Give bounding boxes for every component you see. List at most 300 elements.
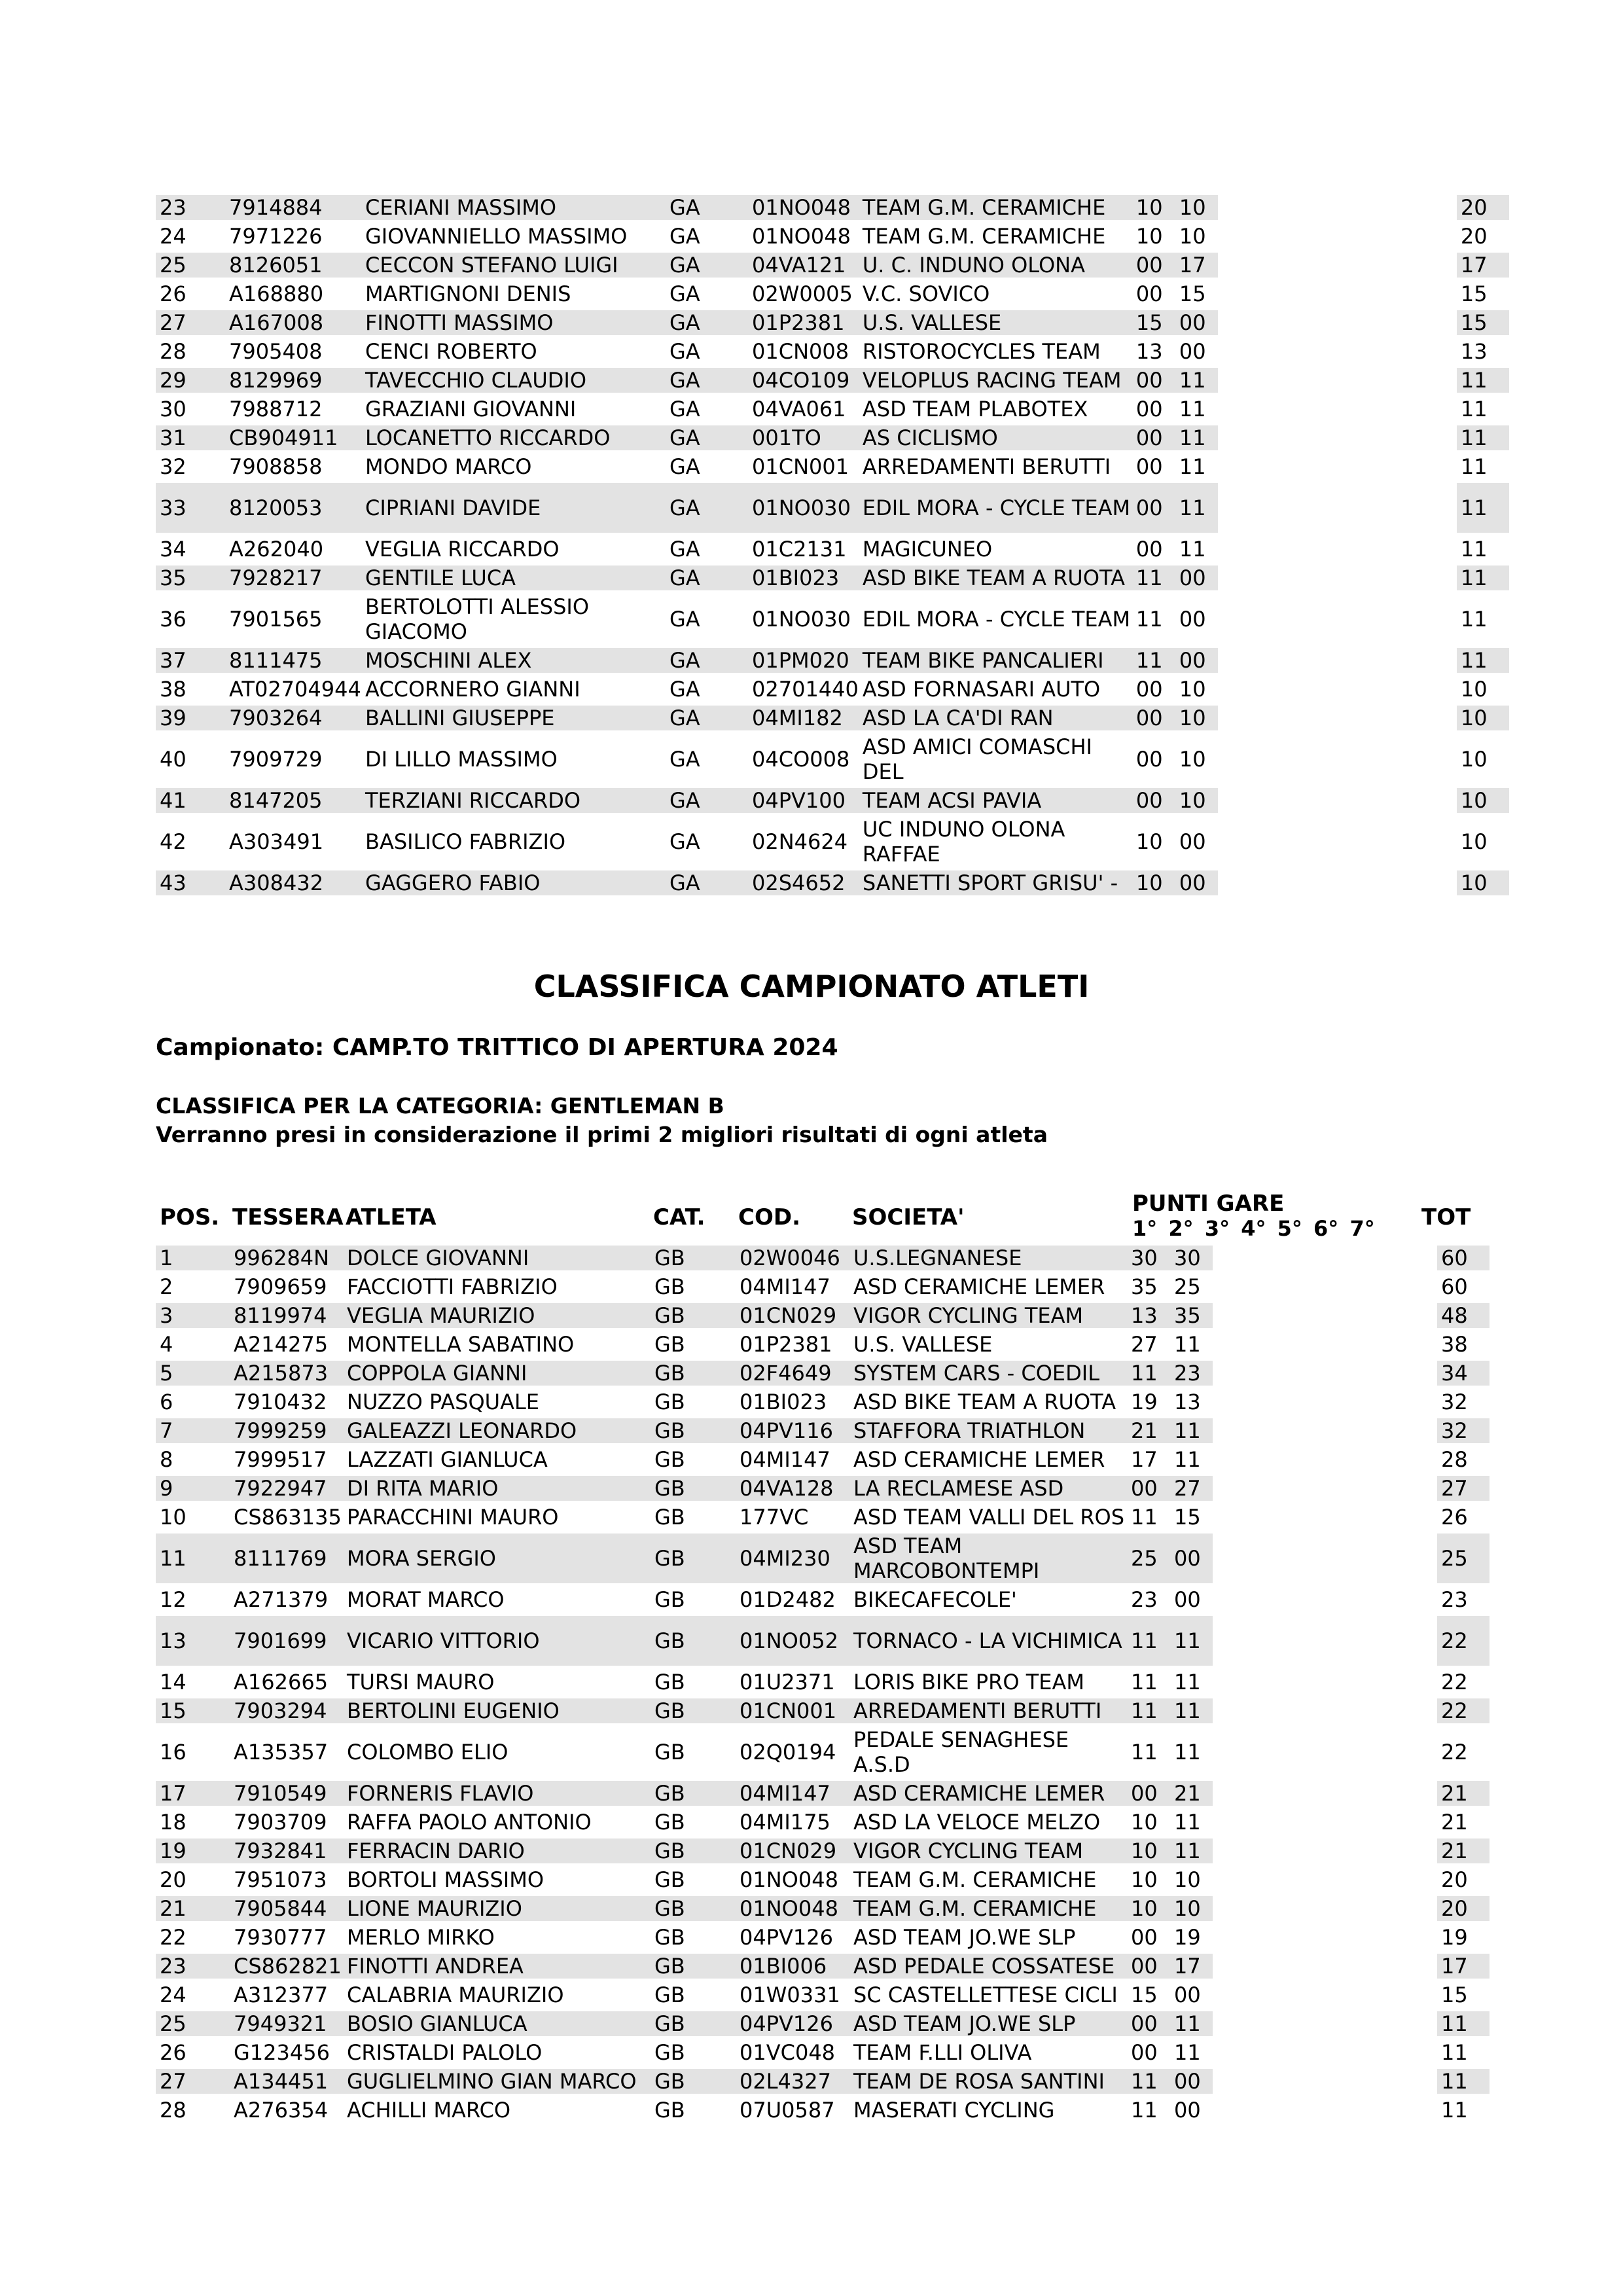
cell-tot: 21 xyxy=(1437,1781,1489,1810)
cell-atleta: GAGGERO FABIO xyxy=(361,870,666,899)
cell-tot: 15 xyxy=(1437,1982,1489,2011)
cell-cat: GB xyxy=(651,1727,736,1781)
cell-tot: 11 xyxy=(1437,2040,1489,2069)
cell-gap xyxy=(1213,1447,1437,1476)
cell-p1: 10 xyxy=(1132,195,1175,224)
cell-cat: GA xyxy=(666,195,748,224)
cell-cat: GB xyxy=(651,1982,736,2011)
cell-pos: 22 xyxy=(156,1925,230,1954)
cell-societa: AS CICLISMO xyxy=(859,425,1132,454)
cell-atleta: DI RITA MARIO xyxy=(343,1476,651,1505)
cell-gap xyxy=(1218,788,1457,817)
cell-tot: 11 xyxy=(1457,425,1509,454)
table-row xyxy=(156,537,1509,565)
table-row xyxy=(156,253,1509,281)
cell-cat: GA xyxy=(666,677,748,706)
cell-cat: GB xyxy=(651,1867,736,1896)
table-row xyxy=(156,339,1509,368)
table-row xyxy=(156,1781,1489,1810)
cell-p2: 23 xyxy=(1170,1361,1213,1390)
header-pos: POS. xyxy=(160,1204,220,1230)
table-row xyxy=(156,788,1509,817)
cell-gap xyxy=(1218,310,1457,339)
cell-tot: 27 xyxy=(1437,1476,1489,1505)
cell-societa: TEAM G.M. CERAMICHE xyxy=(859,224,1132,253)
cell-pos: 28 xyxy=(156,2098,230,2126)
cell-pos: 7 xyxy=(156,1418,230,1447)
cell-p1: 00 xyxy=(1132,734,1175,788)
cell-pos: 34 xyxy=(156,537,225,565)
cell-tot: 10 xyxy=(1457,788,1509,817)
cell-societa: ASD FORNASARI AUTO xyxy=(859,677,1132,706)
cell-tot: 20 xyxy=(1457,224,1509,253)
cell-tessera: 996284N xyxy=(230,1246,343,1274)
cell-pos: 19 xyxy=(156,1839,230,1867)
cell-p2: 10 xyxy=(1175,734,1218,788)
cell-p2: 11 xyxy=(1170,1332,1213,1361)
cell-tot: 11 xyxy=(1437,2098,1489,2126)
cell-cod: 02S4652 xyxy=(748,870,859,899)
header-punti-gare: PUNTI GARE xyxy=(1132,1191,1285,1217)
cell-societa: LORIS BIKE PRO TEAM xyxy=(849,1670,1127,1698)
cell-societa: TEAM F.LLI OLIVA xyxy=(849,2040,1127,2069)
cell-societa: VIGOR CYCLING TEAM xyxy=(849,1303,1127,1332)
cell-cod: 04MI147 xyxy=(736,1781,849,1810)
cell-p2: 00 xyxy=(1170,1982,1213,2011)
cell-tot: 60 xyxy=(1437,1274,1489,1303)
cell-atleta: GIOVANNIELLO MASSIMO xyxy=(361,224,666,253)
cell-atleta: TERZIANI RICCARDO xyxy=(361,788,666,817)
cell-p1: 10 xyxy=(1127,1810,1170,1839)
cell-p2: 10 xyxy=(1175,677,1218,706)
cell-gap xyxy=(1218,397,1457,425)
cell-p2: 11 xyxy=(1175,425,1218,454)
cell-p1: 00 xyxy=(1127,1781,1170,1810)
cell-tessera: A303491 xyxy=(225,817,361,870)
cell-p2: 11 xyxy=(1170,1670,1213,1698)
cell-tot: 32 xyxy=(1437,1390,1489,1418)
cell-gap xyxy=(1213,1274,1437,1303)
cell-cod: 177VC xyxy=(736,1505,849,1534)
cell-p1: 10 xyxy=(1127,1839,1170,1867)
cell-atleta: MONDO MARCO xyxy=(361,454,666,483)
cell-cod: 01D2482 xyxy=(736,1587,849,1616)
cell-societa: TEAM DE ROSA SANTINI xyxy=(849,2069,1127,2098)
table-row xyxy=(156,2011,1489,2040)
cell-p2: 15 xyxy=(1175,281,1218,310)
cell-pos: 4 xyxy=(156,1332,230,1361)
table-row xyxy=(156,1447,1489,1476)
cell-tot: 22 xyxy=(1437,1616,1489,1670)
cell-tot: 48 xyxy=(1437,1303,1489,1332)
cell-gap xyxy=(1213,1587,1437,1616)
cell-gap xyxy=(1218,454,1457,483)
cell-tessera: 7903709 xyxy=(230,1810,343,1839)
cell-tessera: 7971226 xyxy=(225,224,361,253)
cell-pos: 41 xyxy=(156,788,225,817)
table-row xyxy=(156,2040,1489,2069)
cell-p2: 11 xyxy=(1170,1447,1213,1476)
cell-pos: 20 xyxy=(156,1867,230,1896)
cell-p2: 00 xyxy=(1170,2069,1213,2098)
cell-societa: ASD TEAM MARCOBONTEMPI xyxy=(849,1534,1127,1587)
cell-p1: 11 xyxy=(1127,1698,1170,1727)
cell-tessera: A162665 xyxy=(230,1670,343,1698)
cell-cod: 01C2131 xyxy=(748,537,859,565)
cell-pos: 42 xyxy=(156,817,225,870)
cell-tessera: 7932841 xyxy=(230,1839,343,1867)
cell-atleta: VICARIO VITTORIO xyxy=(343,1616,651,1670)
cell-cod: 04MI175 xyxy=(736,1810,849,1839)
table-row xyxy=(156,1246,1489,1274)
cell-atleta: ACCORNERO GIANNI xyxy=(361,677,666,706)
cell-tessera: A135357 xyxy=(230,1727,343,1781)
cell-tot: 23 xyxy=(1437,1587,1489,1616)
cell-pos: 21 xyxy=(156,1896,230,1925)
cell-cod: 04CO109 xyxy=(748,368,859,397)
cell-tessera: A276354 xyxy=(230,2098,343,2126)
cell-p1: 00 xyxy=(1132,706,1175,734)
cell-atleta: LIONE MAURIZIO xyxy=(343,1896,651,1925)
cell-p1: 15 xyxy=(1127,1982,1170,2011)
cell-cat: GA xyxy=(666,706,748,734)
cell-pos: 16 xyxy=(156,1727,230,1781)
cell-cod: 02W0046 xyxy=(736,1246,849,1274)
cell-pos: 26 xyxy=(156,2040,230,2069)
cell-cod: 01W0331 xyxy=(736,1982,849,2011)
cell-p1: 25 xyxy=(1127,1534,1170,1587)
cell-gap xyxy=(1213,1303,1437,1332)
cell-tessera: CB904911 xyxy=(225,425,361,454)
cell-cat: GA xyxy=(666,454,748,483)
table-row xyxy=(156,1698,1489,1727)
cell-p2: 15 xyxy=(1170,1505,1213,1534)
cell-p2: 00 xyxy=(1170,1534,1213,1587)
cell-cod: 04PV116 xyxy=(736,1418,849,1447)
cell-p1: 11 xyxy=(1132,594,1175,648)
cell-societa: UC INDUNO OLONA RAFFAE xyxy=(859,817,1132,870)
cell-p2: 11 xyxy=(1170,2040,1213,2069)
cell-p2: 00 xyxy=(1175,339,1218,368)
cell-tessera: A214275 xyxy=(230,1332,343,1361)
cell-pos: 27 xyxy=(156,310,225,339)
cell-societa: VELOPLUS RACING TEAM xyxy=(859,368,1132,397)
cell-tot: 34 xyxy=(1437,1361,1489,1390)
table-row xyxy=(156,1839,1489,1867)
section-title: CLASSIFICA CAMPIONATO ATLETI xyxy=(533,969,1090,1004)
cell-tot: 11 xyxy=(1437,2069,1489,2098)
cell-cat: GA xyxy=(666,425,748,454)
cell-societa: ASD CERAMICHE LEMER xyxy=(849,1447,1127,1476)
cell-cod: 01NO048 xyxy=(736,1867,849,1896)
cell-p2: 30 xyxy=(1170,1246,1213,1274)
table-row xyxy=(156,1896,1489,1925)
cell-societa: EDIL MORA - CYCLE TEAM xyxy=(859,483,1132,537)
cell-gap xyxy=(1218,870,1457,899)
header-tot: TOT xyxy=(1421,1204,1471,1230)
cell-tessera: 7951073 xyxy=(230,1867,343,1896)
cell-gap xyxy=(1213,1332,1437,1361)
cell-cod: 01CN029 xyxy=(736,1303,849,1332)
cell-cat: GB xyxy=(651,1810,736,1839)
cell-p1: 00 xyxy=(1132,397,1175,425)
nota-label: Verranno presi in considerazione il primi 2 migliori risultati di ogni atleta xyxy=(156,1122,1048,1147)
cell-cat: GB xyxy=(651,1587,736,1616)
cell-cod: 01CN008 xyxy=(748,339,859,368)
cell-societa: ASD BIKE TEAM A RUOTA xyxy=(859,565,1132,594)
cell-p1: 00 xyxy=(1132,425,1175,454)
cell-p2: 35 xyxy=(1170,1303,1213,1332)
cell-gap xyxy=(1218,224,1457,253)
cell-p2: 17 xyxy=(1170,1954,1213,1982)
table-row xyxy=(156,648,1509,677)
header-tessera: TESSERA xyxy=(232,1204,344,1230)
cell-tot: 11 xyxy=(1457,537,1509,565)
table-row xyxy=(156,817,1509,870)
cell-p2: 11 xyxy=(1170,1839,1213,1867)
cell-tessera: CS862821 xyxy=(230,1954,343,1982)
cell-tessera: 7928217 xyxy=(225,565,361,594)
cell-p1: 11 xyxy=(1127,1670,1170,1698)
cell-p1: 00 xyxy=(1127,1954,1170,1982)
table-row xyxy=(156,281,1509,310)
cell-societa: TEAM G.M. CERAMICHE xyxy=(849,1896,1127,1925)
cell-tessera: 8119974 xyxy=(230,1303,343,1332)
cell-p2: 11 xyxy=(1175,454,1218,483)
cell-pos: 23 xyxy=(156,1954,230,1982)
cell-atleta: CENCI ROBERTO xyxy=(361,339,666,368)
cell-cat: GB xyxy=(651,1954,736,1982)
cell-p1: 00 xyxy=(1132,454,1175,483)
cell-p2: 00 xyxy=(1175,594,1218,648)
cell-p2: 13 xyxy=(1170,1390,1213,1418)
cell-cod: 01CN029 xyxy=(736,1839,849,1867)
cell-atleta: CECCON STEFANO LUIGI xyxy=(361,253,666,281)
cell-gap xyxy=(1213,1810,1437,1839)
cell-tessera: 7901699 xyxy=(230,1616,343,1670)
cell-cat: GB xyxy=(651,1698,736,1727)
cell-cat: GA xyxy=(666,483,748,537)
cell-p1: 00 xyxy=(1132,368,1175,397)
cell-p1: 00 xyxy=(1132,537,1175,565)
cell-atleta: FACCIOTTI FABRIZIO xyxy=(343,1274,651,1303)
cell-gap xyxy=(1213,1954,1437,1982)
cell-pos: 32 xyxy=(156,454,225,483)
cell-p1: 35 xyxy=(1127,1274,1170,1303)
cell-tot: 10 xyxy=(1457,734,1509,788)
cell-tessera: 8111475 xyxy=(225,648,361,677)
cell-cod: 01P2381 xyxy=(748,310,859,339)
cell-atleta: GRAZIANI GIOVANNI xyxy=(361,397,666,425)
cell-gap xyxy=(1213,1867,1437,1896)
cell-atleta: BALLINI GIUSEPPE xyxy=(361,706,666,734)
cell-gap xyxy=(1218,281,1457,310)
cell-gap xyxy=(1218,817,1457,870)
cell-tessera: 7922947 xyxy=(230,1476,343,1505)
cell-p2: 11 xyxy=(1170,1810,1213,1839)
cell-p1: 21 xyxy=(1127,1418,1170,1447)
cell-cod: 01NO048 xyxy=(748,195,859,224)
table-row xyxy=(156,310,1509,339)
cell-p1: 11 xyxy=(1127,1616,1170,1670)
table-row xyxy=(156,677,1509,706)
ranking-table-gb xyxy=(156,1246,1489,2126)
cell-atleta: COLOMBO ELIO xyxy=(343,1727,651,1781)
cell-p1: 00 xyxy=(1132,788,1175,817)
cell-p1: 30 xyxy=(1127,1246,1170,1274)
cell-tot: 11 xyxy=(1457,368,1509,397)
cell-tot: 15 xyxy=(1457,310,1509,339)
cell-p1: 00 xyxy=(1132,281,1175,310)
cell-pos: 3 xyxy=(156,1303,230,1332)
cell-p2: 11 xyxy=(1175,368,1218,397)
cell-tessera: 8120053 xyxy=(225,483,361,537)
cell-cod: 01NO048 xyxy=(748,224,859,253)
cell-gap xyxy=(1218,483,1457,537)
cell-cod: 04PV126 xyxy=(736,2011,849,2040)
cell-cod: 01CN001 xyxy=(736,1698,849,1727)
cell-pos: 24 xyxy=(156,224,225,253)
cell-pos: 14 xyxy=(156,1670,230,1698)
cell-p2: 00 xyxy=(1175,648,1218,677)
cell-gap xyxy=(1213,1727,1437,1781)
cell-gap xyxy=(1213,1390,1437,1418)
cell-p2: 10 xyxy=(1170,1896,1213,1925)
table-row xyxy=(156,1616,1489,1670)
cell-cat: GB xyxy=(651,1505,736,1534)
table-row xyxy=(156,1390,1489,1418)
cell-cod: 07U0587 xyxy=(736,2098,849,2126)
cell-gap xyxy=(1218,594,1457,648)
cell-pos: 25 xyxy=(156,253,225,281)
cell-p2: 11 xyxy=(1175,483,1218,537)
cell-atleta: CALABRIA MAURIZIO xyxy=(343,1982,651,2011)
cell-gap xyxy=(1213,1896,1437,1925)
cell-societa: ASD TEAM VALLI DEL ROS xyxy=(849,1505,1127,1534)
cell-tot: 10 xyxy=(1457,817,1509,870)
cell-p1: 10 xyxy=(1127,1896,1170,1925)
cell-cod: 04MI182 xyxy=(748,706,859,734)
cell-tessera: A134451 xyxy=(230,2069,343,2098)
cell-tessera: A215873 xyxy=(230,1361,343,1390)
cell-cod: 01BI023 xyxy=(736,1390,849,1418)
cell-tot: 17 xyxy=(1457,253,1509,281)
table-row xyxy=(156,1867,1489,1896)
cell-p1: 11 xyxy=(1127,1727,1170,1781)
header-cod: COD. xyxy=(738,1204,800,1230)
header-societa: SOCIETA' xyxy=(852,1204,965,1230)
cell-tot: 11 xyxy=(1457,594,1509,648)
table-row xyxy=(156,1727,1489,1781)
cell-gap xyxy=(1218,368,1457,397)
cell-tessera: 7949321 xyxy=(230,2011,343,2040)
cell-cat: GB xyxy=(651,1534,736,1587)
cell-atleta: CIPRIANI DAVIDE xyxy=(361,483,666,537)
cell-tot: 11 xyxy=(1457,648,1509,677)
cell-tot: 10 xyxy=(1457,677,1509,706)
cell-cod: 01NO030 xyxy=(748,483,859,537)
cell-pos: 35 xyxy=(156,565,225,594)
cell-p2: 11 xyxy=(1170,1698,1213,1727)
cell-cat: GA xyxy=(666,368,748,397)
cell-tot: 38 xyxy=(1437,1332,1489,1361)
cell-pos: 37 xyxy=(156,648,225,677)
cell-cat: GB xyxy=(651,1839,736,1867)
cell-p2: 10 xyxy=(1175,788,1218,817)
cell-societa: V.C. SOVICO xyxy=(859,281,1132,310)
cell-cod: 04VA121 xyxy=(748,253,859,281)
cell-p2: 00 xyxy=(1170,2098,1213,2126)
cell-tessera: 8129969 xyxy=(225,368,361,397)
cell-cat: GA xyxy=(666,734,748,788)
cell-tessera: 7999259 xyxy=(230,1418,343,1447)
cell-p1: 27 xyxy=(1127,1332,1170,1361)
cell-p2: 11 xyxy=(1170,1418,1213,1447)
cell-societa: U.S.LEGNANESE xyxy=(849,1246,1127,1274)
cell-tot: 20 xyxy=(1437,1896,1489,1925)
cell-tessera: A167008 xyxy=(225,310,361,339)
cell-societa: PEDALE SENAGHESE A.S.D xyxy=(849,1727,1127,1781)
cell-atleta: MORAT MARCO xyxy=(343,1587,651,1616)
cell-p2: 11 xyxy=(1170,2011,1213,2040)
cell-tessera: CS863135 xyxy=(230,1505,343,1534)
cell-tot: 20 xyxy=(1457,195,1509,224)
cell-p2: 00 xyxy=(1175,310,1218,339)
cell-societa: BIKECAFECOLE' xyxy=(849,1587,1127,1616)
cell-p2: 00 xyxy=(1175,817,1218,870)
cell-cat: GB xyxy=(651,2040,736,2069)
cell-societa: ASD CERAMICHE LEMER xyxy=(849,1274,1127,1303)
cell-gap xyxy=(1213,1698,1437,1727)
cell-atleta: CERIANI MASSIMO xyxy=(361,195,666,224)
cell-tot: 11 xyxy=(1457,397,1509,425)
cell-atleta: NUZZO PASQUALE xyxy=(343,1390,651,1418)
cell-cat: GB xyxy=(651,1925,736,1954)
cell-pos: 38 xyxy=(156,677,225,706)
cell-p1: 10 xyxy=(1132,224,1175,253)
cell-tot: 10 xyxy=(1457,870,1509,899)
cell-atleta: CRISTALDI PALOLO xyxy=(343,2040,651,2069)
cell-pos: 11 xyxy=(156,1534,230,1587)
cell-gap xyxy=(1213,1670,1437,1698)
cell-cod: 04VA061 xyxy=(748,397,859,425)
cell-societa: SANETTI SPORT GRISU' - xyxy=(859,870,1132,899)
cell-tessera: 7910549 xyxy=(230,1781,343,1810)
cell-pos: 26 xyxy=(156,281,225,310)
cell-cod: 02701440 xyxy=(748,677,859,706)
cell-tessera: AT02704944 xyxy=(225,677,361,706)
ranking-table-ga xyxy=(156,195,1509,899)
cell-pos: 5 xyxy=(156,1361,230,1390)
cell-societa: TEAM ACSI PAVIA xyxy=(859,788,1132,817)
cell-cat: GB xyxy=(651,2011,736,2040)
cell-societa: MASERATI CYCLING xyxy=(849,2098,1127,2126)
cell-cat: GB xyxy=(651,1781,736,1810)
cell-cod: 01PM020 xyxy=(748,648,859,677)
cell-societa: ASD PEDALE COSSATESE xyxy=(849,1954,1127,1982)
cell-cat: GB xyxy=(651,1390,736,1418)
cell-cat: GA xyxy=(666,397,748,425)
cell-p2: 27 xyxy=(1170,1476,1213,1505)
cell-atleta: FORNERIS FLAVIO xyxy=(343,1781,651,1810)
cell-gap xyxy=(1213,1839,1437,1867)
cell-atleta: ACHILLI MARCO xyxy=(343,2098,651,2126)
cell-cat: GA xyxy=(666,870,748,899)
cell-atleta: FINOTTI MASSIMO xyxy=(361,310,666,339)
cell-cod: 04PV126 xyxy=(736,1925,849,1954)
cell-cat: GB xyxy=(651,1246,736,1274)
table-row xyxy=(156,1534,1489,1587)
